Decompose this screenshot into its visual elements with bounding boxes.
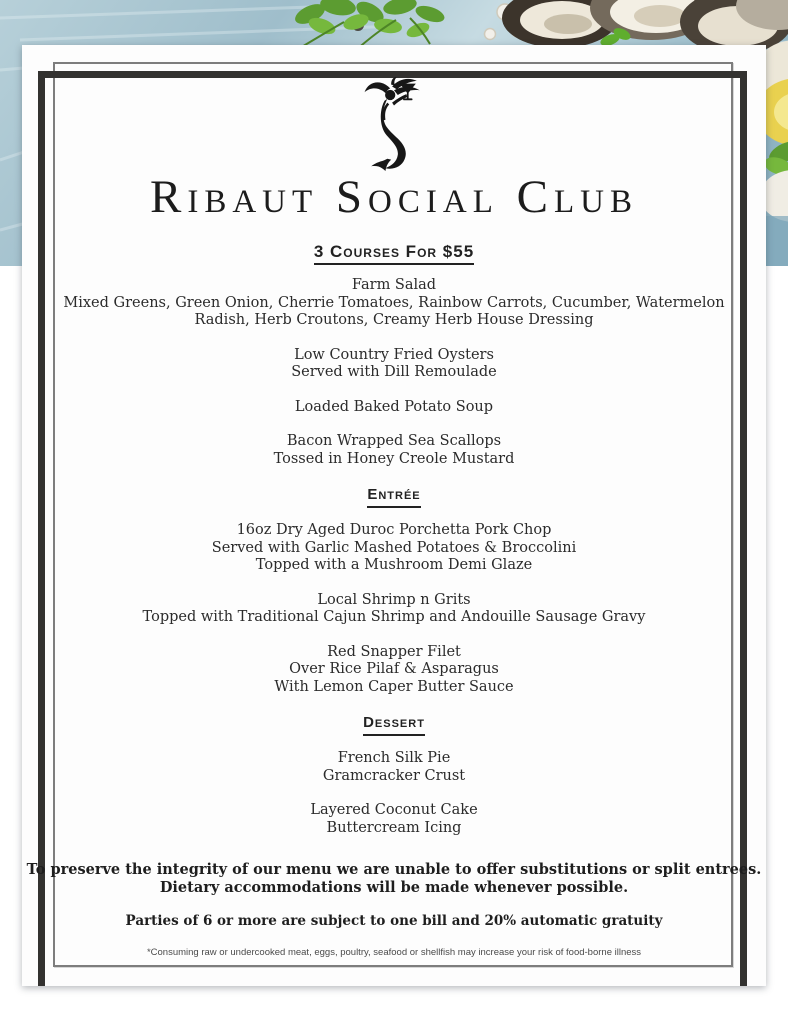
menu-item-line: Gramcracker Crust xyxy=(322,767,466,784)
course-section xyxy=(22,713,766,837)
section-heading xyxy=(22,485,766,508)
menu-item xyxy=(22,750,766,785)
policy-line-1: To preserve the integrity of our menu we are unable to offer substitutions or split entrees. xyxy=(26,861,762,878)
menu-item-line: Bacon Wrapped Sea Scallops xyxy=(286,433,502,449)
menu-item-line: Tossed in Honey Creole Mustard xyxy=(273,450,515,467)
mermaid-cocktail-logo-icon xyxy=(351,77,437,172)
menu-item xyxy=(22,592,766,627)
course-section xyxy=(22,277,766,468)
menu-item-line: Topped with a Mushroom Demi Glaze xyxy=(255,557,533,573)
menu-item-line: Red Snapper Filet xyxy=(327,643,461,660)
offer-heading xyxy=(22,242,766,265)
menu-item-line: Mixed Greens, Green Onion, Cherrie Tomatoes, Rainbow Carrots, Cucumber, Watermelon xyxy=(63,294,725,311)
menu-item xyxy=(22,802,766,837)
section-heading xyxy=(22,713,766,736)
menu-item xyxy=(22,433,766,468)
menu-item-line: Radish, Herb Croutons, Creamy Herb House Dressing xyxy=(194,312,594,328)
menu-item-line: Buttercream Icing xyxy=(326,819,462,836)
menu-item-line: Served with Dill Remoulade xyxy=(291,364,497,380)
menu-item xyxy=(22,347,766,382)
menu-item-line: Topped with Traditional Cajun Shrimp and Andouille Sausage Gravy xyxy=(142,609,646,625)
parties-gratuity-notice: Parties of 6 or more are subject to one bill and 20% automatic gratuity xyxy=(125,913,663,929)
menu-item-line: Served with Garlic Mashed Potatoes & Broccolini xyxy=(211,539,577,556)
menu-item xyxy=(22,399,766,417)
substitution-policy-notice xyxy=(22,861,766,897)
menu-item xyxy=(22,277,766,330)
menu-content xyxy=(22,45,766,986)
section-heading-text: Entrée xyxy=(367,485,420,508)
menu-item xyxy=(22,644,766,697)
menu-item-line: Local Shrimp n Grits xyxy=(317,591,471,608)
menu-item-line: Layered Coconut Cake xyxy=(310,802,478,818)
offer-heading-text: 3 Courses For $55 xyxy=(314,242,474,265)
menu-item-line: Loaded Baked Potato Soup xyxy=(294,398,494,415)
policy-line-2: Dietary accommodations will be made whenever possible. xyxy=(159,879,629,896)
section-heading-text: Dessert xyxy=(363,713,425,736)
menu-item-line: Over Rice Pilaf & Asparagus xyxy=(289,661,499,677)
menu-card xyxy=(22,45,766,986)
menu-sections xyxy=(22,277,766,837)
menu-item-line: 16oz Dry Aged Duroc Porchetta Pork Chop xyxy=(236,522,552,538)
course-section xyxy=(22,485,766,696)
restaurant-title: Ribaut Social Club xyxy=(150,171,638,223)
menu-item-line: Low Country Fried Oysters xyxy=(294,346,494,363)
menu-item-line: With Lemon Caper Butter Sauce xyxy=(274,678,514,695)
food-safety-disclaimer: *Consuming raw or undercooked meat, eggs, poultry, seafood or shellfish may increase your risk of food-borne illness xyxy=(146,947,642,958)
menu-item-line: Farm Salad xyxy=(351,277,437,293)
menu-item xyxy=(22,522,766,575)
menu-item-line: French Silk Pie xyxy=(337,750,451,766)
